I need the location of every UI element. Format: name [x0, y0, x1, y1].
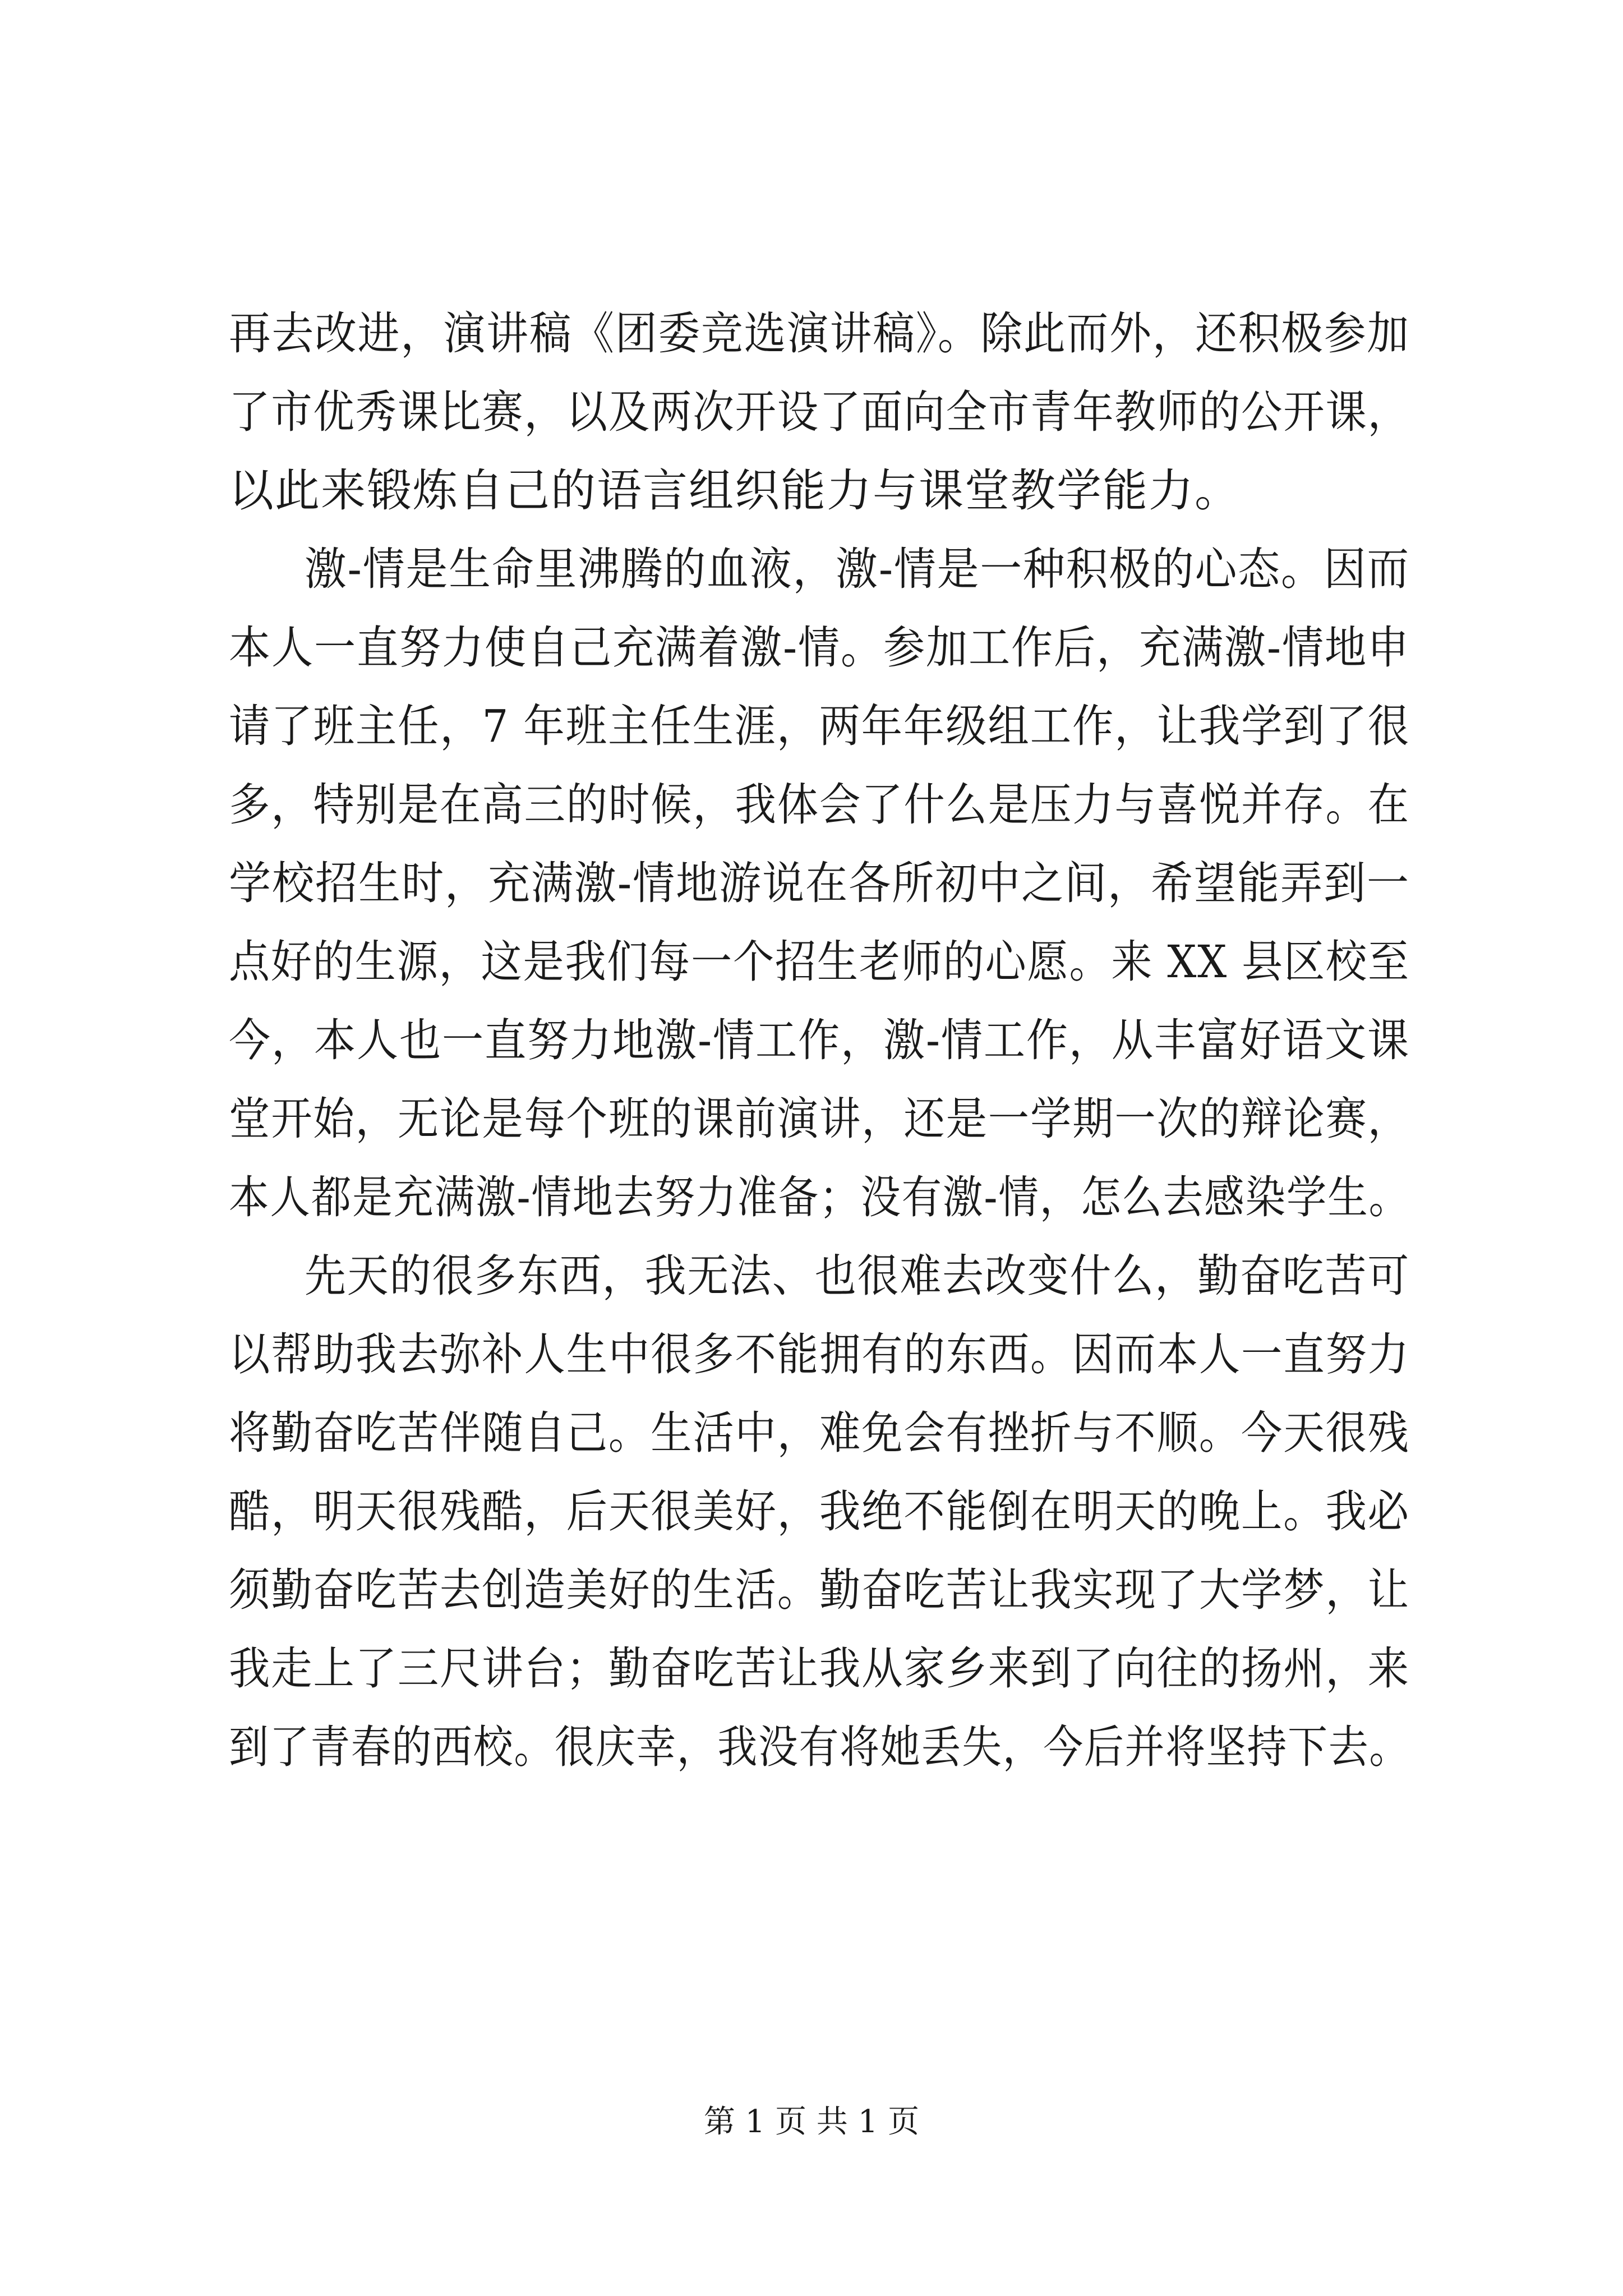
paragraph-2-line-1: 激-情是生命里沸腾的血液，激-情是一种积极的心态。因而: [305, 543, 1410, 595]
paragraph-2-line-4: 多，特别是在高三的时候，我体会了什么是压力与喜悦并存。在: [229, 779, 1410, 831]
paragraph-3-line-3: 将勤奋吃苦伴随自己。生活中，难免会有挫折与不顺。今天很残: [229, 1407, 1410, 1459]
paragraph-2-line-3: 请了班主任，7 年班主任生涯，两年年级组工作，让我学到了很: [229, 700, 1410, 752]
paragraph-2-line-9: 本人都是充满激-情地去努力准备；没有激-情，怎么去感染学生。: [229, 1171, 1410, 1223]
paragraph-1-line-2: 了市优秀课比赛，以及两次开设了面向全市青年教师的公开课，: [229, 386, 1410, 438]
paragraph-3-line-2: 以帮助我去弥补人生中很多不能拥有的东西。因而本人一直努力: [229, 1328, 1410, 1381]
paragraph-2-line-7: 今，本人也一直努力地激-情工作，激-情工作，从丰富好语文课: [229, 1014, 1410, 1066]
paragraph-3-line-6: 我走上了三尺讲台；勤奋吃苦让我从家乡来到了向往的扬州，来: [229, 1642, 1410, 1695]
paragraph-3-line-4: 酷，明天很残酷，后天很美好，我绝不能倒在明天的晚上。我必: [229, 1485, 1410, 1538]
paragraph-2-line-5: 学校招生时，充满激-情地游说在各所初中之间，希望能弄到一: [229, 857, 1410, 909]
paragraph-3-line-1: 先天的很多东西，我无法、也很难去改变什么，勤奋吃苦可: [305, 1250, 1410, 1302]
paragraph-2-line-6: 点好的生源，这是我们每一个招生老师的心愿。来 XX 县区校至: [229, 936, 1410, 988]
paragraph-2-line-2: 本人一直努力使自己充满着激-情。参加工作后，充满激-情地申: [229, 622, 1410, 674]
paragraph-1-line-3: 以此来锻炼自己的语言组织能力与课堂教学能力。: [229, 464, 1241, 517]
paragraph-3-line-5: 须勤奋吃苦去创造美好的生活。勤奋吃苦让我实现了大学梦，让: [229, 1564, 1410, 1616]
paragraph-2-line-8: 堂开始，无论是每个班的课前演讲，还是一学期一次的辩论赛，: [229, 1093, 1410, 1145]
paragraph-1-line-1: 再去改进，演讲稿《团委竞选演讲稿》。除此而外，还积极参加: [229, 307, 1410, 360]
paragraph-3-line-7: 到了青春的西校。很庆幸，我没有将她丢失，今后并将坚持下去。: [229, 1721, 1410, 1773]
page-footer: 第 1 页 共 1 页: [703, 2104, 920, 2140]
